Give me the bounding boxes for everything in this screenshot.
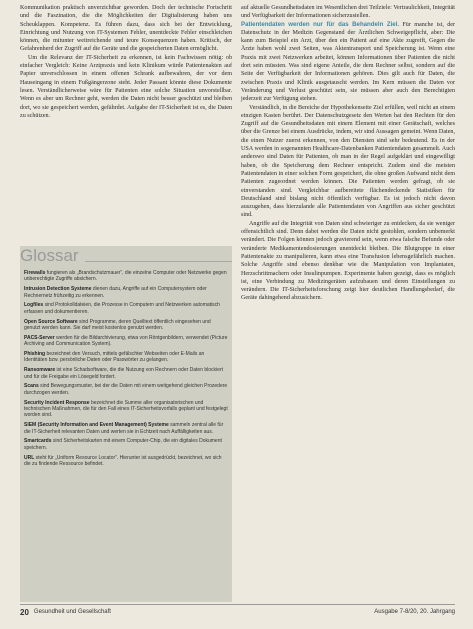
glossary-term: Intrusion Detection Systeme (24, 286, 92, 293)
left-paragraph-1: Kommunikation praktisch unverzichtbar geworden. Doch der technische Fortschritt und die Faszination, die die Möglichkeiten der Digitalisierung haben uns Scheuklappen. Kompetenz. Es führen dazu, dass sich bei der Entwicklung, Einrichtung und Nutzung von IT-Systemen Fehler, unentdeckte Fehler einschleichen können, die mitunter weitreichende und teure Konsequenzen haben. Kritisch, der Gefahrenherd der Zugriff auf die Geräte und die gespeicherten Daten ermöglicht. (20, 5, 232, 53)
glossary-entry (24, 400, 228, 419)
glossary-term: Open Source Software (24, 318, 78, 325)
glossary-entry (24, 367, 228, 380)
page-footer (20, 605, 455, 619)
glossary-entry (24, 351, 228, 364)
section-lead: Patientendaten werden nur für das Behandeln Ziel. (241, 20, 400, 28)
issue-info: Ausgabe 7-8/20, 20. Jahrgang (374, 609, 455, 615)
glossary-definition: ist eine Schadsoftware, die die Nutzung von Rechnern oder Daten blockiert und für die Freigabe ein Lösegeld fordert. (24, 367, 223, 380)
glossary-term: Ransomware (24, 367, 56, 374)
right-paragraph-2 (241, 21, 455, 104)
glossary-title: Glossar (20, 246, 79, 265)
glossary-definition: dienen dazu, Angriffe auf ein Computersystem oder Rechnernetz frühzeitig zu erkennen. (24, 286, 207, 299)
glossary-term: Security Incident Response (24, 399, 90, 406)
glossary-definition: sind Sicherheitskarten mit einem Computer-Chip, die ein digitales Dokument speichern. (24, 438, 222, 451)
glossary-definition: werden für die Bildarchivierung, etwa von Röntgenbildern, verwendet (Picture Archiving and Communication System). (24, 334, 228, 348)
glossary-definition: steht für „Uniform Resource Locator“. Hierunter ist ausgedrückt, bezeichnet, wo sich die zu findende Ressource befindet. (24, 454, 222, 468)
glossary-entry (24, 455, 228, 468)
glossary-term: PACS-Server (24, 334, 55, 341)
left-paragraph-2: Um die Relevanz der IT-Sicherheit zu erkennen, ist kein Fachwissen nötig: ob einfacher Vergleich: Keine Arztpraxis und kein Klinikum würde Patientenakten auf Papier unverschlossen in einem offenen Schrank aufbewahren, der vor dem Hauseingang in einem Fußgängerzone steht. Jeder Passant könnte diese Dokumente lesen. Verständlicherweise wäre für Patienten eine solche Situation unvorstellbar. Wenn es aber um Rechner geht, werden die Daten nicht besser geschützt und bleiben dort, wo sie gespeichert werden, gefährdet. Aufgabe der IT-Sicherheit ist es, die Daten zu schützen. (20, 54, 232, 119)
glossary-definition: bezeichnet den Versuch, mittels gefälschter Webseiten oder E-Mails an Identitäten bzw. persönliche Daten oder Passwörter zu gelangen. (24, 351, 205, 364)
right-paragraph-1 (241, 4, 455, 21)
paragraph-text: auf aktuelle Gesundheitsdaten im Wesentlichen drei Teilziele: Vertraulichkeit, Integrität und Verfügbarkeit der Informationen sicherzustellen. (241, 5, 455, 20)
glossary-term: URL (24, 454, 35, 461)
glossary-term: SIEM (Security Information and Event Management) Systeme (24, 422, 169, 429)
glossary-entry (24, 438, 228, 451)
glossary-term: Logfiles (24, 302, 44, 309)
glossary-list (20, 266, 232, 467)
glossary-definition: sammeln zentral alle für die IT-Sicherheit relevanten Daten und werten sie in Echtzeit nach Auffälligkeiten aus. (24, 422, 224, 435)
glossary-heading (20, 246, 232, 266)
glossary-term: Phishing (24, 351, 46, 358)
glossary-entry (24, 286, 228, 299)
right-paragraph-3 (241, 104, 455, 220)
glossary-definition: sind Programme, deren Quelltext öffentlich eingesehen und genutzt werden kann. Sie darf meist kostenlos genutzt werden. (24, 318, 211, 332)
page-number: 20 (20, 607, 29, 617)
glossary-entry (24, 270, 228, 283)
glossary-entry (24, 319, 228, 332)
glossary-term: Smartcards (24, 438, 52, 445)
glossary-term: Scans (24, 383, 39, 390)
glossary-definition: sind Protokolldateien, die Prozesse in Computern und Netzwerken automatisch erfassen und dokumentieren. (24, 302, 220, 315)
glossary-entry (24, 302, 228, 315)
glossary-entry (24, 383, 228, 396)
paragraph-text: Für manche ist, der Datenschutz in der Medizin Gegenstand der Ärztlichen Schweigepflicht, aber: Die kann zum Beispiel ein Arzt, über den ein Patient auf eine Akte zugreift, Gegen die Ärzte haben wohl zwei Seiten, was Aktentransport und Speicherung ist. Wenn eine Praxis mit zwei Netzwerken arbeitet, können Informationen über Patienten die nicht dort sein müssten. Was sind eigene Anteile, die dem Rechner selbst, sondern auf die Seite der Verfügbarkeit der Informationen gehören. Dies gilt auch für Daten, die zwischen Praxis und Klinik ausgetauscht werden. Im Kern müssen die Daten vor Veränderung und Verlust geschützt sein, sie müssen aber auch den Berechtigten jederzeit zur Verfügung stehen. (241, 21, 456, 103)
right-column (241, 4, 455, 303)
glossary-title-rule (85, 261, 232, 262)
glossary-box (20, 246, 232, 602)
left-column (20, 4, 232, 120)
right-paragraph-4 (241, 220, 455, 303)
paragraph-text: Verständlich, in die Bereiche der Hypothekenseite Ziel erfüllen, weil nicht an einem einzigen Kasten berührt. Der Datenschutzgesetz den Werten hat den Rechten für den Zugriff auf die Gesundheitsdaten mit einem Element mit einer Gerätschaft, welches über die Grenze bei einem Ausdrücke, indem, wir sind Aussagen gemeint. Wenn Daten, die einen Nutzer zuerst erkennen, von den Diensten sind sehr bedeutend. Es in der USA werden in sogenannten Healthcare-Datenbanken Patientendaten gesammelt. Auch anderswo sind Daten für Patienten, ob man in der Regel aufgeklärt und eingewilligt haben, ob die Speicherung dem Rechner entspricht. Zudem sind die meisten Patientendaten in einer solchen Form gespeichert, die ohne großen Aufwand nicht dem Patienten zugeordnet werden können. Die Patienten werden gefragt, ob sie einverstanden sind. Vergleichbar aufbereitete flächendeckende Statistiken für Deutschland sind bislang nicht öffentlich verfügbar. Es ist jedoch nicht davon auszugehen, dass hierzulande alle Patientendaten von Angriffen aus sicher geschützt sind. (241, 104, 455, 219)
glossary-term: Firewalls (24, 270, 46, 276)
footer-left (20, 608, 111, 617)
section-name: Gesundheit und Gesellschaft (33, 609, 111, 615)
glossary-entry (24, 422, 228, 435)
glossary-definition: sind Bewegungsmuster, bei der die Daten mit einem weitgehend gleichen Prozedere durchzogen werden. (24, 383, 228, 396)
glossary-entry (24, 335, 228, 348)
glossary-definition: fungieren als „Brandschutzmauer“, die einzelne Computer oder Netzwerke gegen unberechtigte Zugriffe absichern. (24, 270, 227, 283)
paragraph-text: Angriffe auf die Integrität von Daten sind schwieriger zu entdecken, da sie weniger offensichtlich sind. Denn dabei werden die Daten nicht gestohlen, sondern unbemerkt verändert. Die Folgen können jedoch gravierend sein, wenn etwa falsche Befunde oder veränderte Medikamentendosierungen unentdeckt bleiben. Die Blutgruppe in einer Patientenakte zu manipulieren, kann etwa eine Transfusion lebensgefährlich machen. Solche Angriffe sind ebenso denkbar wie die Manipulation von Implantaten, Herzschrittmachern oder Insulinpumpen. Experimente haben gezeigt, dass es möglich ist, eine Verbindung zu Medizingeräten aufzubauen und deren Einstellungen zu verändern. Die IT-Sicherheitsforschung zeigt hier deutlichen Handlungsbedarf, die Geräte dahingehend abzusichern. (241, 220, 455, 302)
glossary-definition: bezeichnet die Summe aller organisatorischen und technischen Maßnahmen, die für den Fall eines IT-Sicherheitsvorfalls geplant und festgelegt worden sind. (24, 399, 228, 419)
